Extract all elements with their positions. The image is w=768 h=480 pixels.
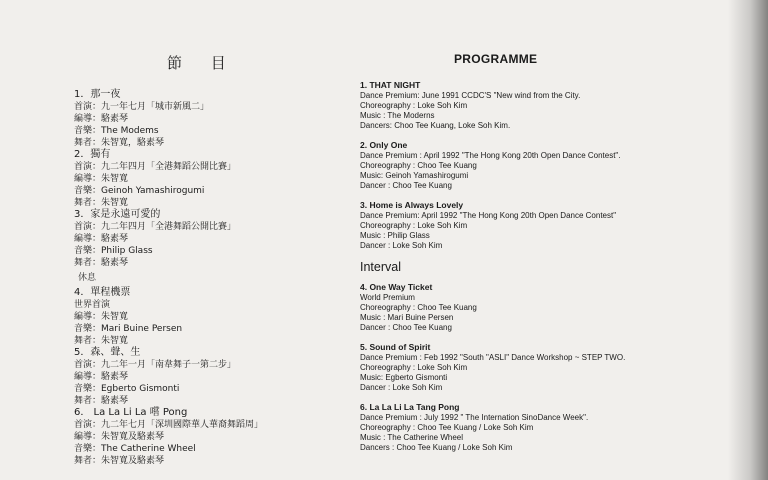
- programme-item-detail: Choreography : Choo Tee Kuang / Loke Soh Kim: [360, 423, 534, 432]
- chinese-item-detail: 音樂：Philip Glass: [74, 246, 153, 256]
- programme-item-detail: Choreography : Choo Tee Kuang: [360, 303, 477, 312]
- chinese-item-detail: 舞者：朱智寬，駱素琴: [74, 138, 165, 148]
- chinese-item-detail: 首演：九二年七月「深圳國際華人華裔舞蹈周」: [74, 420, 264, 430]
- programme-item: [360, 402, 740, 453]
- programme-item-title: 2. Only One: [360, 140, 408, 150]
- programme-item-detail: Music : The Catherine Wheel: [360, 433, 464, 442]
- programme-item: [360, 140, 740, 191]
- programme-item-title: 5. Sound of Spirit: [360, 342, 431, 352]
- chinese-programme-part-two: [74, 287, 364, 467]
- chinese-item-detail: 編導：朱智寬及駱素琴: [74, 432, 165, 442]
- chinese-item-detail: 編導：駱素琴: [74, 114, 129, 124]
- chinese-item-title: 6． La La Li La 嚐 Pong: [74, 407, 188, 418]
- programme-item-detail: Dancer : Loke Soh Kim: [360, 241, 443, 250]
- chinese-item-title: 3．家是永遠可愛的: [74, 209, 161, 220]
- chinese-item-detail: 世界首演: [74, 300, 111, 310]
- programme-item: [360, 282, 740, 333]
- chinese-item-detail: 編導：朱智寬: [74, 174, 129, 184]
- programme-item: [360, 80, 740, 131]
- programme-item-detail: World Premium: [360, 293, 415, 302]
- english-programme-part-one: [360, 80, 740, 251]
- programme-item-detail: Music : Philip Glass: [360, 231, 430, 240]
- english-programme-part-two: [360, 282, 740, 453]
- programme-item-detail: Dancer : Choo Tee Kuang: [360, 181, 452, 190]
- programme-item-detail: Music: Egberto Gismonti: [360, 373, 448, 382]
- programme-item-title: 3. Home is Always Lovely: [360, 200, 464, 210]
- chinese-item-title: 1．那一夜: [74, 89, 121, 100]
- chinese-programme-part-one: [74, 89, 364, 269]
- chinese-item-title: 5．森、聲、生: [74, 347, 141, 358]
- chinese-item-detail: 音樂：Egberto Gismonti: [74, 384, 180, 394]
- chinese-programme-column: [74, 52, 364, 467]
- chinese-item-detail: 音樂：Mari Buine Persen: [74, 324, 183, 334]
- chinese-item-detail: 音樂：The Modems: [74, 126, 159, 136]
- chinese-programme-heading: 節 目: [167, 54, 238, 72]
- programme-item-detail: Choreography : Loke Soh Kim: [360, 363, 468, 372]
- programme-item-detail: Dance Premium : April 1992 "The Hong Kong 20th Open Dance Contest".: [360, 151, 621, 160]
- chinese-item-detail: 首演：九二年四月「全港舞蹈公開比賽」: [74, 162, 237, 172]
- programme-item-detail: Dance Premium : July 1992 " The Internation SinoDance Week".: [360, 413, 589, 422]
- chinese-item-detail: 編導：朱智寬: [74, 312, 129, 322]
- programme-item-title: 4. One Way Ticket: [360, 282, 433, 292]
- chinese-item-detail: 首演：九一年七月「城市新風二」: [74, 102, 210, 112]
- programme-item-detail: Music: Geinoh Yamashirogumi: [360, 171, 469, 180]
- chinese-item-detail: 音樂：The Catherine Wheel: [74, 444, 196, 454]
- programme-item-title: 1. THAT NIGHT: [360, 80, 421, 90]
- programme-item-detail: Choreography : Loke Soh Kim: [360, 101, 468, 110]
- programme-item-detail: Dancer : Choo Tee Kuang: [360, 323, 452, 332]
- chinese-item-detail: 編導：駱素琴: [74, 372, 129, 382]
- chinese-item-detail: 音樂：Geinoh Yamashirogumi: [74, 186, 205, 196]
- chinese-item-detail: 編導：駱素琴: [74, 234, 129, 244]
- chinese-item-detail: 舞者：朱智寬及駱素琴: [74, 456, 165, 466]
- chinese-item-detail: 首演：九二年四月「全港舞蹈公開比賽」: [74, 222, 237, 232]
- programme-item-detail: Music : The Moderns: [360, 111, 435, 120]
- programme-item-detail: Dancers : Choo Tee Kuang / Loke Soh Kim: [360, 443, 513, 452]
- chinese-item-title: 4．單程機票: [74, 287, 131, 298]
- chinese-interval-label: 休息: [78, 273, 97, 283]
- chinese-item-title: 2．獨有: [74, 149, 111, 160]
- programme-item: [360, 200, 740, 251]
- programme-item-detail: Music : Mari Buine Persen: [360, 313, 454, 322]
- programme-item-detail: Dance Premium: April 1992 "The Hong Kong 20th Open Dance Contest": [360, 211, 617, 220]
- english-interval-label: Interval: [360, 260, 401, 274]
- english-programme-column: [360, 52, 740, 462]
- programme-item-title: 6. La La Li La Tang Pong: [360, 402, 460, 412]
- programme-item-detail: Dancers: Choo Tee Kuang, Loke Soh Kim.: [360, 121, 511, 130]
- programme-item-detail: Dance Premium: June 1991 CCDC'S "New wind from the City.: [360, 91, 581, 100]
- programme-item-detail: Dance Premium : Feb 1992 "South "ASLI" Dance Workshop ~ STEP TWO.: [360, 353, 626, 362]
- chinese-item-detail: 首演：九二年一月「南韋舞子一第二步」: [74, 360, 237, 370]
- chinese-item-detail: 舞者：駱素琴: [74, 258, 129, 268]
- chinese-item-detail: 舞者：朱智寬: [74, 336, 129, 346]
- chinese-item-detail: 舞者：朱智寬: [74, 198, 129, 208]
- programme-item: [360, 342, 740, 393]
- english-programme-heading: PROGRAMME: [454, 52, 538, 66]
- programme-item-detail: Choreography : Loke Soh Kim: [360, 221, 468, 230]
- programme-item-detail: Choreography : Choo Tee Kuang: [360, 161, 477, 170]
- chinese-item-detail: 舞者：駱素琴: [74, 396, 129, 406]
- programme-item-detail: Dancer : Loke Soh Kim: [360, 383, 443, 392]
